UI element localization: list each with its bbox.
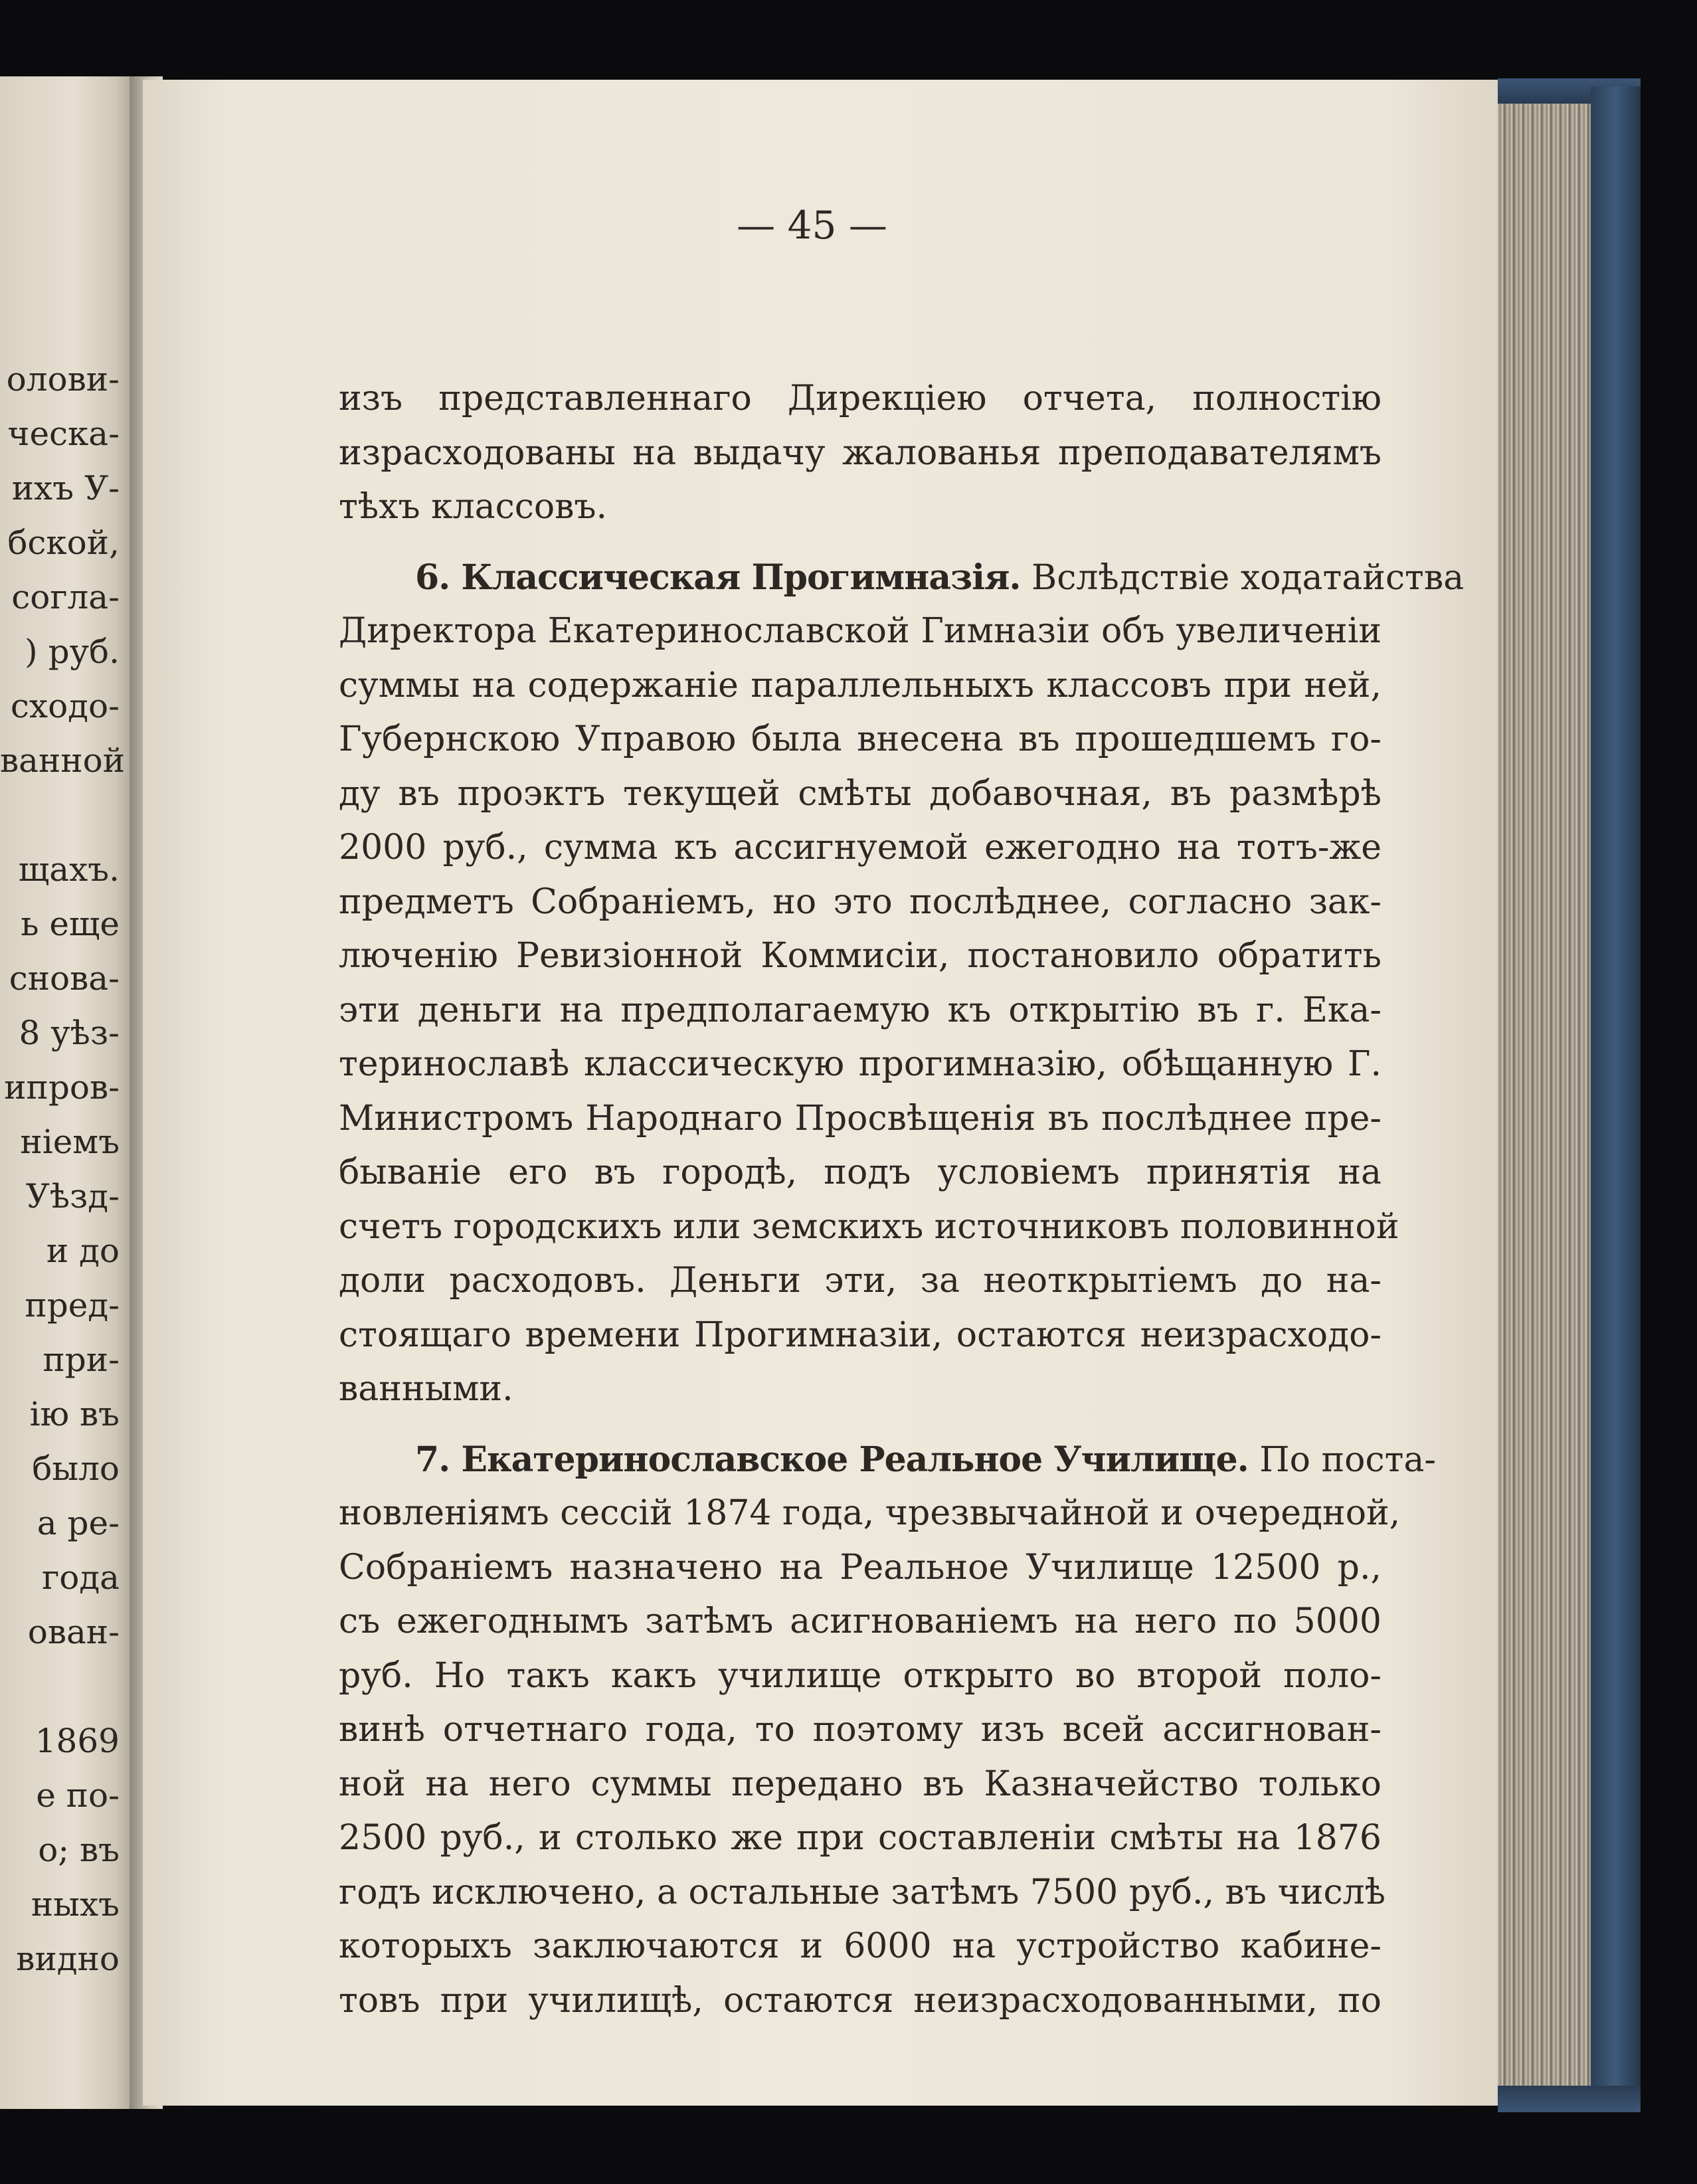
- left-page-fragment: года: [42, 1558, 120, 1597]
- left-page-fragment: е по-: [36, 1776, 120, 1815]
- text-line: Министромъ Народнаго Просвѣщенія въ послѣднее пре-: [339, 1098, 1382, 1138]
- page-45: [143, 80, 1498, 2106]
- left-page-fragment: сходо-: [10, 687, 120, 725]
- text-line: съ ежегоднымъ затѣмъ асигнованіемъ на него по 5000: [339, 1601, 1382, 1641]
- text-line: [339, 1433, 1436, 1487]
- left-page-fragment: ныхъ: [31, 1885, 120, 1924]
- left-page-fragment: щахъ.: [18, 850, 120, 889]
- text-line: винѣ отчетнаго года, то поэтому изъ всей ассигнован-: [339, 1710, 1382, 1750]
- text-run: Вслѣдствіе ходатайства: [1020, 557, 1465, 598]
- left-page-fragment: ніемъ: [20, 1123, 120, 1161]
- text-line: 2500 руб., и столько же при составленіи смѣты на 1876: [339, 1818, 1382, 1858]
- left-page-fragment: ихъ У-: [11, 469, 120, 507]
- paragraph-real-school: [339, 1433, 1436, 2029]
- left-page-fragment: и до: [46, 1231, 120, 1270]
- text-line: которыхъ заключаются и 6000 на устройство кабине-: [339, 1926, 1382, 1966]
- text-line: эти деньги на предполагаемую къ открытію въ г. Ека-: [339, 990, 1382, 1030]
- left-page-fragment: ) руб.: [25, 632, 120, 671]
- page-number: — 45 —: [737, 203, 887, 248]
- left-page-fragment: 8 уѣз-: [19, 1014, 120, 1052]
- text-line: новленіямъ сессій 1874 года, чрезвычайной и очередной,: [339, 1493, 1401, 1533]
- left-page-edge: [0, 76, 136, 2109]
- text-line: Собраніемъ назначено на Реальное Училище 12500 р.,: [339, 1547, 1382, 1588]
- left-page-fragment: олови-: [6, 360, 120, 399]
- book-cover-edge: [1591, 86, 1641, 2106]
- text-line: руб. Но такъ какъ училище открыто во второй поло-: [339, 1655, 1382, 1696]
- left-page-fragment: [0, 788, 120, 842]
- text-line: изъ представленнаго Дирекціею отчета, полностію: [339, 379, 1382, 418]
- text-line: ду въ проэктъ текущей смѣты добавочная, въ размѣрѣ: [339, 773, 1382, 814]
- text-line: стоящаго времени Прогимназіи, остаются неизрасходо-: [339, 1315, 1382, 1355]
- page-edges-stack: [1498, 100, 1597, 2086]
- text-line: люченію Ревизіонной Коммисіи, постановило обратить: [339, 936, 1382, 976]
- text-line: товъ при училищѣ, остаются неизрасходованными, по: [339, 1980, 1382, 2021]
- left-page-fragment: 1869: [35, 1722, 120, 1760]
- left-page-fragment: бской,: [7, 523, 120, 562]
- left-page-fragment: о; въ: [38, 1831, 120, 1869]
- left-page-fragment: ческа-: [7, 414, 120, 453]
- left-page-fragment: ванной: [0, 741, 126, 780]
- text-line: ной на него суммы передано въ Казначейство только: [339, 1764, 1382, 1804]
- text-line: [339, 551, 1465, 605]
- left-page-fragment: ію въ: [29, 1395, 120, 1433]
- left-page-fragment: [0, 1659, 120, 1714]
- text-line: Губернскою Управою была внесена въ прошедшемъ го-: [339, 719, 1382, 759]
- text-line: Директора Екатеринославской Гимназіи объ увеличеніи: [339, 611, 1382, 651]
- text-line: ванными.: [339, 1369, 513, 1409]
- left-page-fragment: ован-: [27, 1613, 120, 1651]
- text-line: теринославѣ классическую прогимназію, обѣщанную Г.: [339, 1044, 1382, 1084]
- book-cover-bottom: [1498, 2086, 1641, 2112]
- left-page-fragment: ь еще: [21, 905, 120, 943]
- paragraph-classical-progymnasium: [339, 551, 1465, 1417]
- left-page-fragment: ипров-: [4, 1068, 120, 1107]
- text-line: счетъ городскихъ или земскихъ источниковъ половинной: [339, 1206, 1399, 1247]
- left-page-fragment: при-: [43, 1340, 120, 1379]
- text-line: израсходованы на выдачу жалованья преподавателямъ: [339, 432, 1382, 473]
- section-heading-real-school: 7. Екатеринославское Реальное Училище.: [415, 1439, 1249, 1480]
- text-line: тѣхъ классовъ.: [339, 487, 608, 527]
- text-line: годъ исключено, а остальные затѣмъ 7500 руб., въ числѣ: [339, 1872, 1385, 1912]
- text-run: По поста-: [1248, 1439, 1436, 1480]
- text-line: предметъ Собраніемъ, но это послѣднее, согласно зак-: [339, 881, 1382, 922]
- left-page-fragment: Уѣзд-: [25, 1177, 120, 1216]
- text-line: бываніе его въ городѣ, подъ условіемъ принятія на: [339, 1152, 1382, 1192]
- left-page-fragment: видно: [16, 1940, 120, 1978]
- left-page-fragment: а ре-: [37, 1504, 120, 1542]
- left-page-fragment: согла-: [11, 578, 120, 616]
- text-line: суммы на содержаніе параллельныхъ классовъ при ней,: [339, 665, 1382, 705]
- paragraph-continuation: [339, 372, 1382, 535]
- page-body-text: [339, 372, 1465, 2044]
- left-page-fragment: пред-: [25, 1286, 120, 1324]
- text-line: 2000 руб., сумма къ ассигнуемой ежегодно на тотъ-же: [339, 828, 1382, 867]
- left-page-fragment: снова-: [9, 959, 120, 998]
- section-heading-progymnasium: 6. Классическая Прогимназія.: [415, 557, 1021, 598]
- text-line: доли расходовъ. Деньги эти, за неоткрытіемъ до на-: [339, 1261, 1382, 1301]
- left-page-text-fragments: [0, 352, 126, 1986]
- left-page-fragment: было: [32, 1449, 120, 1488]
